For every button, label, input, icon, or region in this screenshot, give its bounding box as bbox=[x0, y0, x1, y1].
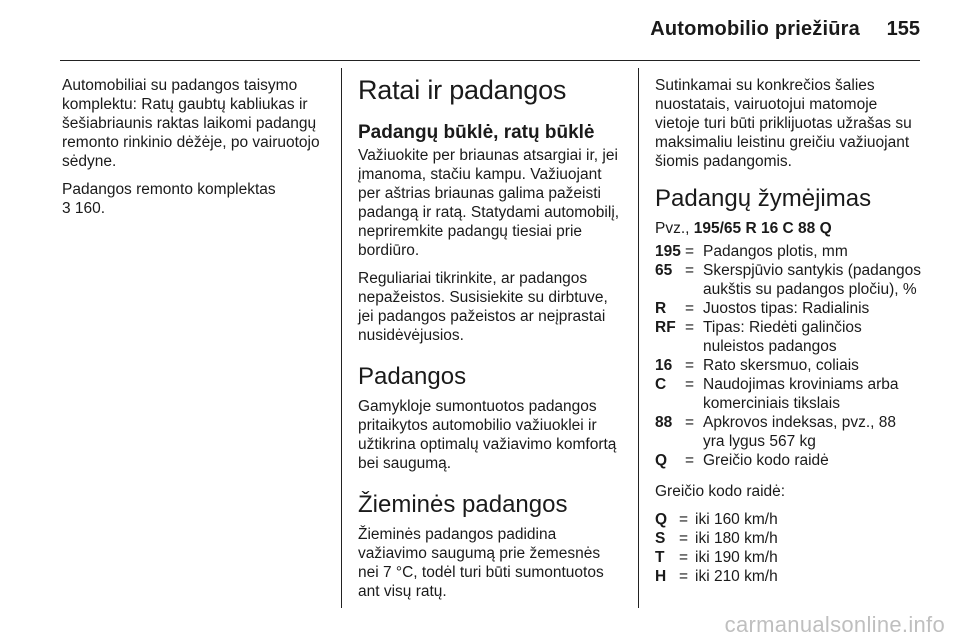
code-key: S bbox=[655, 530, 666, 547]
code-key: 88 bbox=[655, 414, 673, 431]
code-equals: = bbox=[685, 300, 695, 317]
code-key: Q bbox=[655, 452, 668, 469]
heading-tyre-markings: Padangų žymėjimas bbox=[655, 185, 872, 212]
code-key: H bbox=[655, 568, 667, 585]
code-equals: = bbox=[685, 319, 695, 336]
tyre-code-row bbox=[655, 261, 921, 299]
code-description: Padangos plotis, mm bbox=[703, 243, 848, 260]
tyre-code-example bbox=[655, 219, 921, 238]
paragraph-speed-code-intro: Greičio kodo raidė: bbox=[655, 483, 786, 500]
code-key: R bbox=[655, 300, 667, 317]
code-key: 195 bbox=[655, 243, 681, 260]
code-equals: = bbox=[679, 530, 689, 547]
heading-wheels-and-tyres: Ratai ir padangos bbox=[358, 75, 567, 105]
code-equals: = bbox=[685, 452, 695, 469]
column-divider-1 bbox=[341, 68, 342, 608]
reference-label: Padangos remonto komplektas bbox=[62, 181, 276, 198]
code-description: Rato skersmuo, coliais bbox=[703, 357, 859, 374]
paragraph-tyre-repair-reference bbox=[62, 180, 328, 218]
paragraph-tyres: Gamykloje sumontuotos padangos pritaikytos automobilio važiuoklei ir užtikrina optimalų važiavimo komfortą bei saugumą. bbox=[358, 398, 617, 472]
paragraph-speed-label-notice: Sutinkamai su konkrečios šalies nuostatais, vairuotojui matomoje vietoje turi būti priklijuotas užrašas su maksimaliu leistinu greičiu važiuojant šiomis padangomis. bbox=[655, 77, 912, 170]
column-2 bbox=[358, 74, 622, 610]
code-equals: = bbox=[685, 414, 695, 431]
code-equals: = bbox=[685, 357, 695, 374]
tyre-code-row bbox=[655, 375, 921, 413]
paragraph-winter-tyres: Žieminės padangos padidina važiavimo saugumą prie žemesnės nei 7 °C, todėl turi būti sumontuotos ant visų ratų. bbox=[358, 526, 604, 600]
header-rule bbox=[60, 60, 920, 61]
code-equals: = bbox=[685, 243, 695, 260]
tyre-code-row bbox=[655, 299, 921, 318]
code-key: 65 bbox=[655, 262, 673, 279]
example-tyre-code: 195/65 R 16 C 88 Q bbox=[693, 220, 832, 237]
code-key: RF bbox=[655, 319, 676, 336]
tyre-code-table bbox=[655, 242, 921, 470]
heading-winter-tyres: Žieminės padangos bbox=[358, 491, 568, 518]
code-equals: = bbox=[679, 549, 689, 566]
tyre-code-row bbox=[655, 451, 921, 470]
code-description: iki 190 km/h bbox=[695, 549, 778, 566]
code-equals: = bbox=[679, 568, 689, 585]
code-description: Skerspjūvio santykis (padangos aukštis su padangos pločiu), % bbox=[703, 262, 921, 298]
speed-code-row bbox=[655, 510, 778, 529]
page-number: 155 bbox=[886, 18, 920, 40]
heading-tyres: Padangos bbox=[358, 363, 467, 390]
code-key: Q bbox=[655, 511, 668, 528]
code-equals: = bbox=[679, 511, 689, 528]
running-header-title: Automobilio priežiūra bbox=[650, 18, 860, 40]
code-description: iki 180 km/h bbox=[695, 530, 778, 547]
paragraph-condition-1: Važiuokite per briaunas atsargiai ir, jei įmanoma, stačiu kampu. Važiuojant per aštrias briaunas galima pažeisti padangą ir ratą. Statydami automobilį, nepriremkite padangų tiesiai prie bordiūro. bbox=[358, 147, 620, 259]
column-3 bbox=[655, 76, 921, 598]
example-prefix: Pvz., bbox=[655, 220, 690, 237]
code-description: Naudojimas kroviniams arba komerciniais tikslais bbox=[703, 376, 899, 412]
paragraph-condition-2: Reguliariai tikrinkite, ar padangos nepažeistos. Susisiekite su dirbtuve, jei padangos pažeistos ar neįprastai nusidėvėjusios. bbox=[358, 270, 608, 344]
column-1 bbox=[62, 76, 328, 227]
heading-tyre-condition: Padangų būklė, ratų būklė bbox=[358, 122, 595, 143]
code-description: Greičio kodo raidė bbox=[703, 452, 829, 469]
tyre-code-row bbox=[655, 242, 921, 261]
code-description: iki 210 km/h bbox=[695, 568, 778, 585]
code-key: T bbox=[655, 549, 665, 566]
code-description: Tipas: Riedėti galinčios nuleistos padangos bbox=[703, 319, 862, 355]
paragraph-tyre-repair-tools: Automobiliai su padangos taisymo komplektu: Ratų gaubtų kabliukas ir šešiabriaunis raktas laikomi padangų remonto rinkinio dėžėje, po vairuotojo sėdyne. bbox=[62, 77, 320, 170]
tyre-code-row bbox=[655, 318, 921, 356]
tyre-code-row bbox=[655, 356, 921, 375]
speed-code-row bbox=[655, 529, 778, 548]
page-reference-link[interactable]: 3 160. bbox=[62, 200, 106, 217]
tyre-code-row bbox=[655, 413, 921, 451]
code-description: Juostos tipas: Radialinis bbox=[703, 300, 870, 317]
speed-code-row bbox=[655, 567, 778, 586]
code-description: iki 160 km/h bbox=[695, 511, 778, 528]
watermark: carmanualsonline.info bbox=[724, 612, 945, 637]
code-key: C bbox=[655, 376, 667, 393]
code-key: 16 bbox=[655, 357, 673, 374]
speed-code-row bbox=[655, 548, 778, 567]
code-equals: = bbox=[685, 376, 695, 393]
code-equals: = bbox=[685, 262, 695, 279]
speed-code-table bbox=[655, 510, 778, 586]
column-divider-2 bbox=[638, 68, 639, 608]
code-description: Apkrovos indeksas, pvz., 88 yra lygus 567 kg bbox=[703, 414, 896, 450]
